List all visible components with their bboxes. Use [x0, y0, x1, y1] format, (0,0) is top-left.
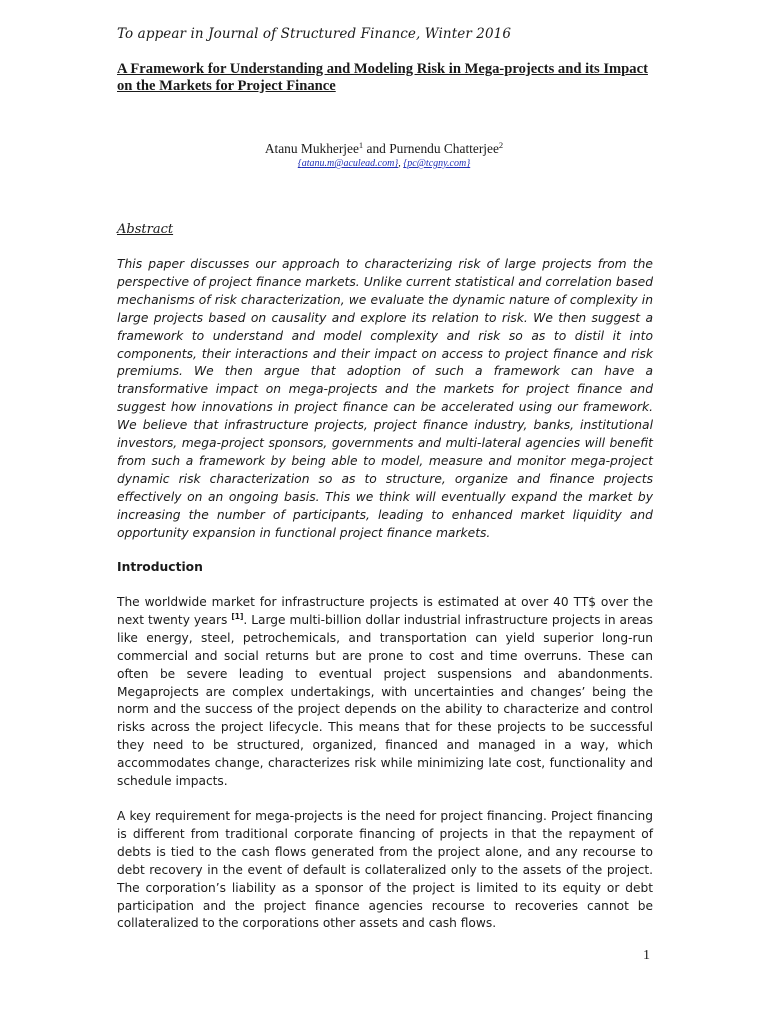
email-separator: ,	[398, 158, 404, 169]
author-1-affiliation: 1	[358, 140, 364, 150]
paper-title: A Framework for Understanding and Modeling Risk in Mega-projects and its Impact on the Markets for Project Finance	[117, 61, 648, 94]
author-2-affiliation: 2	[498, 140, 504, 150]
author-connector: and	[363, 141, 390, 156]
journal-note: To appear in Journal of Structured Finance, Winter 2016	[117, 26, 512, 42]
page-number: 1	[643, 948, 650, 963]
introduction-paragraph-1	[117, 594, 653, 791]
email-link-1[interactable]	[298, 158, 399, 169]
email-link-2[interactable]: {pc@tcgny.com}	[403, 158, 471, 169]
author-2-name: Purnendu Chatterjee	[389, 141, 499, 156]
paragraph-1-part-a: The worldwide market for infrastructure projects is estimated at over 40 TT$ over the next twenty years	[117, 595, 653, 627]
email-1-text: atanu.m@aculead.com}	[301, 158, 399, 169]
author-emails	[0, 158, 768, 169]
email-open-brace: {	[297, 158, 302, 169]
introduction-paragraph-2: A key requirement for mega-projects is the need for project financing. Project financing is different from traditional corporate financing of projects in that the repayment of debts is tied to the cash flows generated from the project alone, and any recourse to debt recovery in the event of default is collateralized only to the assets of the project. The corporation’s liability as a sponsor of the project is limited to its equity or debt participation and the project finance agencies recourse to recoveries cannot be collateralized to the corporations other assets and cash flows.	[117, 809, 653, 931]
author-line	[0, 141, 768, 157]
abstract-text: This paper discusses our approach to characterizing risk of large projects from the perspective of project finance markets. Unlike current statistical and correlation based mechanisms of risk characterization, we evaluate the dynamic nature of complexity in large projects based on causality and explore its relation to risk. We then suggest a framework to understand and model complexity and risk so as to distil it into components, their interactions and their impact on access to project finance and risk premiums. We then argue that adoption of such a framework can have a transformative impact on mega-projects and the markets for project finance and suggest how innovations in project finance can be accelerated using our framework. We believe that infrastructure projects, project finance industry, banks, institutional investors, mega-project sponsors, governments and multi-lateral agencies will benefit from such a framework by being able to model, measure and monitor mega-project dynamic risk characterization so as to structure, organize and finance projects effectively on an ongoing basis. This we think will eventually expand the market by increasing the number of participants, leading to enhanced market liquidity and opportunity expansion in functional project finance markets.	[117, 257, 653, 540]
citation-ref-1[interactable]: [1]	[231, 611, 244, 621]
paragraph-1-part-b: . Large multi-billion dollar industrial infrastructure projects in areas like energy, steel, petrochemicals, and transportation can yield superior long-run commercial and social returns but are prone to cost and time overruns. These can often be severe leading to eventual project suspensions and abandonments. Megaprojects are complex undertakings, with uncertainties and changes’ being the norm and the success of the project depends on the ability to characterize and control risks across the project lifecycle. This means that for these projects to be successful they need to be structured, organized, financed and managed in a way, which accommodates change, characterizes risk while minimizing late cost, functionality and schedule impacts.	[117, 612, 654, 789]
abstract-heading: Abstract	[117, 222, 174, 237]
introduction-heading: Introduction	[117, 560, 203, 574]
author-1-name: Atanu Mukherjee	[264, 141, 359, 156]
